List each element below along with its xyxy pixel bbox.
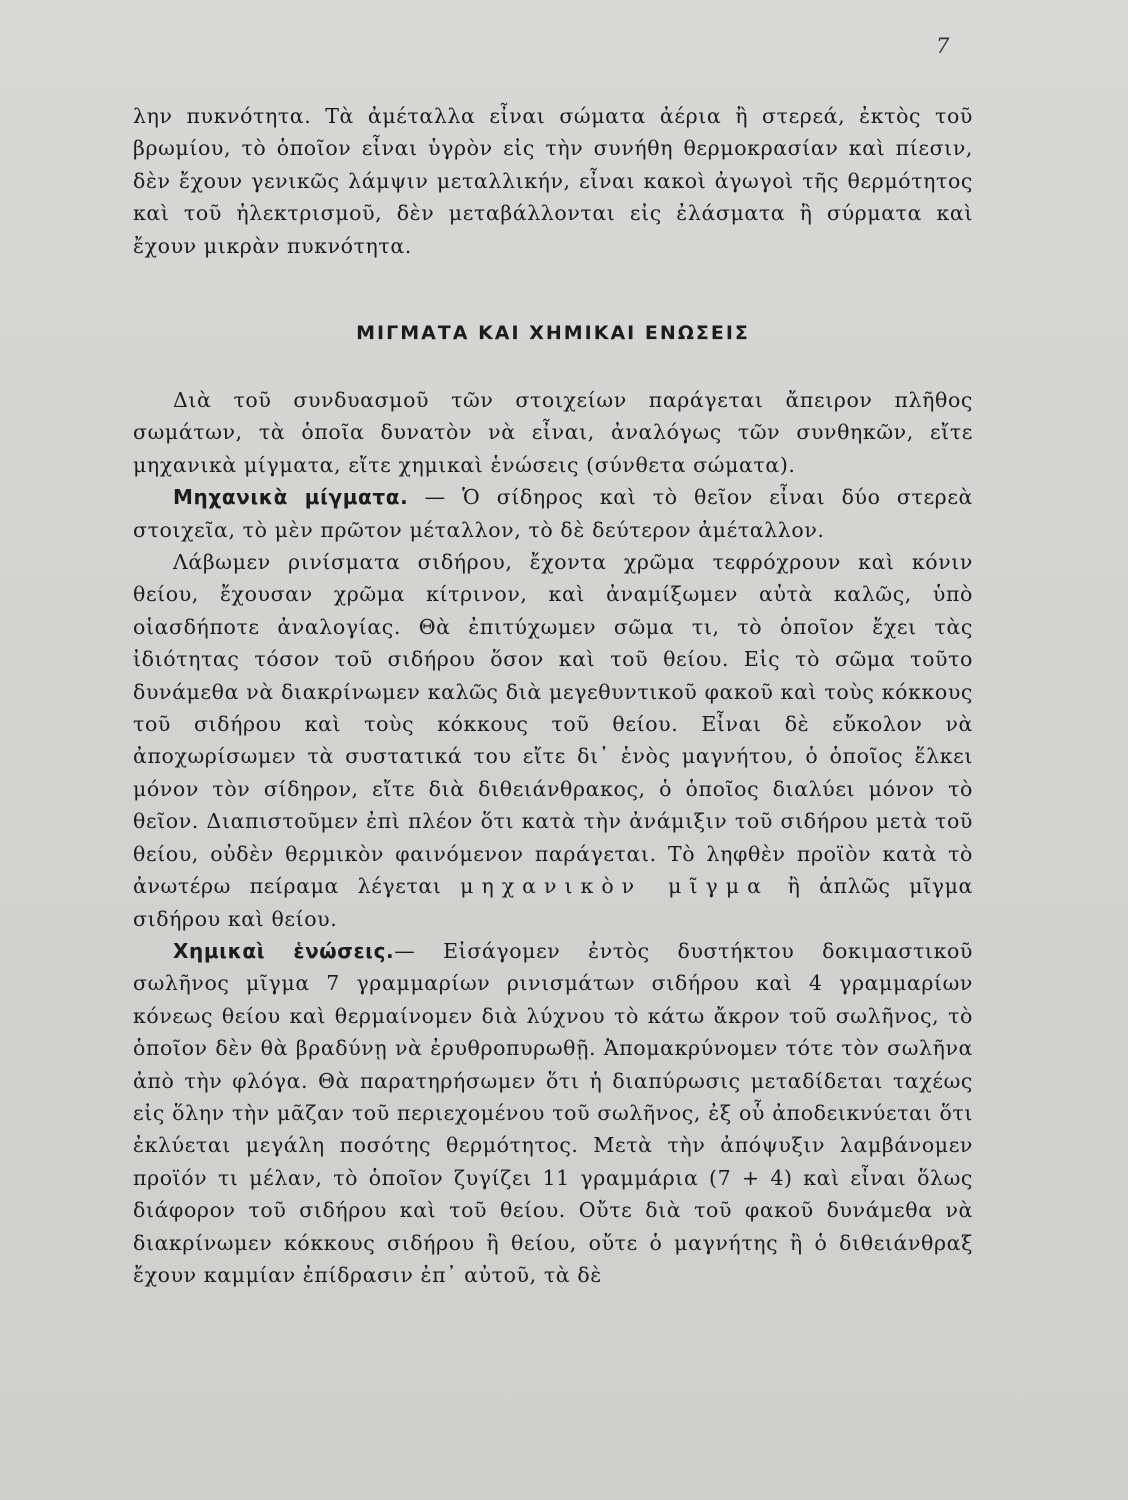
- paragraph-intro: Διὰ τοῦ συνδυασμοῦ τῶν στοιχείων παράγεται ἄπειρον πλῆθος σωμάτων, τὰ ὁποῖα δυνατὸν νὰ εἶναι, ἀναλόγως τῶν συνθηκῶν, εἴτε μηχανικὰ μίγματα, εἴτε χημικαὶ ἑνώσεις (σύνθετα σώματα).: [133, 388, 973, 477]
- paragraph-experiment-mixture: [133, 546, 973, 935]
- run-in-heading-mixtures: Μηχανικὰ μίγματα.: [173, 485, 409, 510]
- paragraph-mechanical-mixtures: [133, 481, 973, 546]
- run-in-heading-compounds: Χημικαὶ ἑνώσεις.: [173, 938, 395, 963]
- section-body: [133, 384, 973, 1291]
- paragraph-text: λην πυκνότητα. Τὰ ἀμέταλλα εἶναι σώματα ἀέρια ἢ στερεά, ἐκτὸς τοῦ βρωμίου, τὸ ὁποῖον εἶναι ὑγρὸν εἰς τὴν συνήθη θερμοκρασίαν καὶ πίεσιν, δὲν ἔχουν γενικῶς λάμψιν μεταλλικήν, εἶναι κακοὶ ἀγωγοὶ τῆς θερμότητος καὶ τοῦ ἠλεκτρισμοῦ, δὲν μεταβάλλονται εἰς ἐλάσματα ἢ σύρματα καὶ ἔχουν μικρὰν πυκνότητα.: [133, 104, 973, 258]
- paragraph-chemical-compounds: [133, 935, 973, 1291]
- paragraph-text: Λάβωμεν ρινίσματα σιδήρου, ἔχοντα χρῶμα τεφρόχρουν καὶ κόνιν θείου, ἔχουσαν χρῶμα κίτρινον, καὶ ἀναμίξωμεν αὐτὰ καλῶς, ὑπὸ οἱασδήποτε ἀναλογίας. Θὰ ἐπιτύχωμεν σῶμα τι, τὸ ὁποῖον ἔχει τὰς ἰδιότητας τόσον τοῦ σιδήρου ὅσον καὶ τοῦ θείου. Εἰς τὸ σῶμα τοῦτο δυνάμεθα νὰ διακρίνωμεν καλῶς διὰ μεγεθυντικοῦ φακοῦ καὶ τοὺς κόκκους τοῦ σιδήρου καὶ τοὺς κόκκους τοῦ θείου. Εἶναι δὲ εὔκολον νὰ ἀποχωρίσωμεν τὰ συστατικά του εἴτε δι᾿ ἑνὸς μαγνήτου, ὁ ὁποῖος ἕλκει μόνον τὸν σίδηρον, εἴτε διὰ διθειάνθρακος, ὁ ὁποῖος διαλύει μόνον τὸ θεῖον. Διαπιστοῦμεν ἐπὶ πλέον ὅτι κατὰ τὴν ἀνάμιξιν τοῦ σιδήρου μετὰ τοῦ θείου, οὐδὲν θερμικὸν φαινόμενον παράγεται. Τὸ ληφθὲν προϊὸν κατὰ τὸ ἀνωτέρω πείραμα λέγεται: [133, 550, 973, 899]
- paragraph-text: — Ὁ σίδηρος καὶ τὸ θεῖον εἶναι δύο στερεὰ στοιχεῖα, τὸ μὲν πρῶτον μέταλλον, τὸ δὲ δεύτερον ἀμέταλλον.: [133, 485, 973, 542]
- paragraph-continuation: [133, 100, 973, 262]
- paragraph-text: ἢ ἁπλῶς μῖγμα σιδήρου καὶ θείου.: [133, 874, 973, 931]
- section-heading: ΜΙΓΜΑΤΑ ΚΑΙ ΧΗΜΙΚΑΙ ΕΝΩΣΕΙΣ: [356, 322, 750, 344]
- page-number: 7: [936, 34, 950, 58]
- spaced-term: μηχανικὸν μῖγμα: [460, 874, 769, 899]
- paragraph-text: — Εἰσάγομεν ἐντὸς δυστήκτου δοκιμαστικοῦ σωλῆνος μῖγμα 7 γραμμαρίων ρινισμάτων σιδήρου καὶ 4 γραμμαρίων κόνεως θείου καὶ θερμαίνομεν διὰ λύχνου τὸ κάτω ἄκρον τοῦ σωλῆνος, τὸ ὁποῖον δὲν θὰ βραδύνῃ νὰ ἐρυθροπυρωθῇ. Ἀπομακρύνομεν τότε τὸν σωλῆνα ἀπὸ τὴν φλόγα. Θὰ παρατηρήσωμεν ὅτι ἡ διαπύρωσις μεταδίδεται ταχέως εἰς ὅλην τὴν μᾶζαν τοῦ περιεχομένου τοῦ σωλῆνος, ἐξ οὗ ἀποδεικνύεται ὅτι ἐκλύεται μεγάλη ποσότης θερμότητος. Μετὰ τὴν ἀπόψυξιν λαμβάνομεν προϊόν τι μέλαν, τὸ ὁποῖον ζυγίζει 11 γραμμάρια (7 + 4) καὶ εἶναι ὅλως διάφορον τοῦ σιδήρου καὶ τοῦ θείου. Οὔτε διὰ τοῦ φακοῦ δυνάμεθα νὰ διακρίνωμεν κόκκους σιδήρου ἢ θείου, οὔτε ὁ μαγνήτης ἢ ὁ διθειάνθραξ ἔχουν καμμίαν ἐπίδρασιν ἐπ᾿ αὐτοῦ, τὰ δὲ: [133, 938, 973, 1287]
